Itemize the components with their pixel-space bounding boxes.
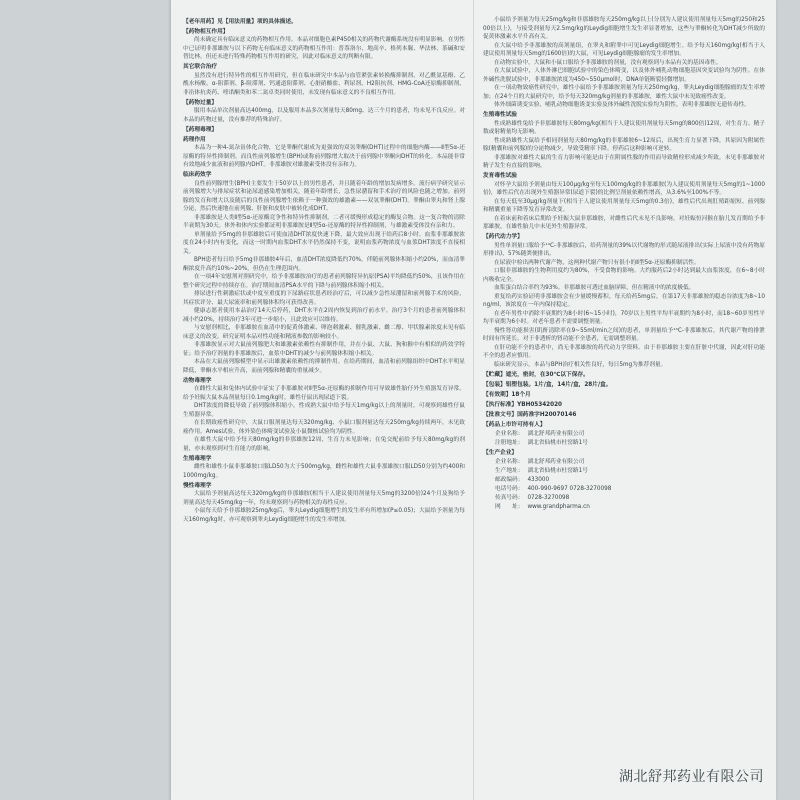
body-paragraph: 在每天低至30μg/kg剂量下(相当于人建议使用剂量每天5mg的0.3倍)，雄性后代出现肛殖距缩短、前列腺和精囊重量下降等发育异常改变。 [483, 198, 765, 213]
info-value: 0728-3270098 [527, 494, 570, 501]
section-heading: 药理作用 [183, 136, 206, 143]
body-paragraph: 小鼠每天给予非那雄胺25mg/kg后，睾丸Leydig细胞增生的发生率有所增加(P≤0.05)；大鼠给予剂量为每天160mg/kg时，亦可观察到睾丸Leydig细胞增生的发生率增加。 [183, 508, 465, 523]
section-heading: 生殖毒理学 [183, 455, 212, 462]
info-value: 湖北舒邦药业有限公司 [527, 458, 585, 465]
body-paragraph: 对怀孕大鼠给予剂量由每天100μg/kg至每天100mg/kg的非那雄胺(为人建议使用剂量每天5mg的1~1000倍)，雄性后代在出现外生殖器异常(尿道下裂)的比例呈剂量依赖性增高，从3.6%至100%不等。 [483, 181, 765, 196]
body-paragraph: 本品在大鼠前列腺模型中显示出雄激素依赖性的抑制作用。在给药期间，血清和前列腺组织中DHT水平明显降低，睾酮水平相应升高，而前列腺和精囊的重量减少。 [183, 359, 465, 374]
body-paragraph: 在一项4年安慰剂对照研究中，给予非那雄胺治疗的患者前列腺特异抗原(PSA)平均降低约50%，且该作用在整个研究过程中持续存在。治疗期间血清PSA水平的下降与前列腺体积缩小相关。 [183, 274, 465, 289]
section-heading: 【批准文号】国药准字H20070146 [483, 411, 577, 418]
body-paragraph: 尚未确定具有临床意义的药物相互作用。本品对细胞色素P450相关的药物代谢酶系统没有明显影响。在男性中已证明非那雄胺与以下药物无有临床意义的药物相互作用：普萘洛尔、地高辛、格列本脲、华法林、茶碱和安替比林。但还未进行特殊药物相互作用的研究，因此对临床意义的判断有限。 [183, 37, 465, 60]
body-paragraph: 血浆蛋白结合率约为93%。非那雄胺可透过血脑屏障，但在精液中的浓度极低。 [494, 285, 695, 291]
section-heading: 生殖毒性试验 [483, 112, 518, 118]
fold-line [473, 0, 474, 800]
section-heading: 【药品上市许可持有人】 [483, 421, 546, 428]
body-paragraph: 在大鼠试验中，人体外淋巴细胞试验中的染色体畸变，以及体外哺乳动物细胞基因突变试验均为阴性。在体外碱性洗脱试验中，非那雄胺浓度为450~550μmol时，DNA单链断裂轻微增加。 [483, 68, 765, 83]
body-paragraph: 性成熟雄性大鼠给予相同剂量每天80mg/kg的非那雄胺6~12周后，出现生育力显著下降，其原因为附属性腺(精囊和前列腺)的分泌物减少，导致受精率下降。停药后这种影响可逆转。 [483, 137, 765, 152]
body-paragraph: 在大鼠中给予非那雄胺的高剂量组，在睾丸和附睾中可见Leydig细胞增生。给予每天160mg/kg(相当于人建议使用剂量每天5mg的1600倍)的大鼠，可见Leydig细胞腺瘤的发生率增加。 [483, 42, 765, 57]
section-heading: 【包装】铝塑包装。1片/盒，14片/盒，28片/盒。 [483, 381, 612, 388]
package-insert-sheet [170, 0, 776, 800]
section-heading: 【老年用药】见【用法用量】项的具体描述。 [183, 18, 297, 25]
body-paragraph: 在一项动物致癌性研究中，雄性小鼠给予非那雄胺剂量为每天250mg/kg，睾丸Leydig细胞腺瘤的发生率增加；在24个月的大鼠研究中，给予每天320mg/kg剂量的非那雄胺，雄性大鼠中未见致癌性改变。 [483, 85, 765, 100]
body-paragraph: 服用本品单次剂量高达400mg，以及服用本品多次剂量每天80mg、达三个月的患者，均未见不良反应。对本品的药物过量，没有推荐的特殊治疗。 [183, 108, 465, 123]
info-row [495, 503, 765, 512]
section-heading: 【药理毒理】 [183, 126, 218, 133]
info-row [495, 494, 765, 503]
info-value: 400-990-9697 0728-3270098 [527, 485, 612, 492]
info-value: 湖北省仙桃市杜窑路1号 [527, 439, 588, 446]
info-label: 传真号码： [495, 494, 524, 501]
body-paragraph: 虽然没有进行特异性的相互作用研究，但在临床研究中本品与血管紧张素转换酶抑制剂、对乙酰氨基酚、乙酰水杨酸、α-阻滞剂、β-阻滞剂、钙通道阻滞剂、心脏硝酸盐、利尿剂、H2阻抗剂、HMG-CoA还原酶抑制剂、非甾体抗炎药、喹诺酮类和苯二氮卓类同时使用，未发现有临床意义的不良相互作用。 [183, 72, 465, 96]
right-column [483, 16, 765, 512]
section-heading: 发育毒性试验 [483, 173, 518, 179]
body-paragraph: 与安慰剂相比，非那雄胺在血清中的促黄体激素、卵泡刺激素、催乳激素、雌二醇、甲状腺素浓度未见有临床意义的改变。研究证明本品对性功能和精液参数的影响较小。 [183, 325, 465, 340]
section-heading: 【贮藏】遮光，密封，在30℃以下保存。 [483, 371, 589, 378]
body-paragraph: 在雄性大鼠中给予每天80mg/kg的非那雄胺12周，生育力未见影响；在兔交配前给予每天80mg/kg的剂量，亦未观察到对生育能力的影响。 [183, 437, 465, 452]
info-row [495, 458, 765, 467]
section-heading: 【药代动力学】 [483, 234, 523, 240]
company-footer: 湖北舒邦药业有限公司 [619, 769, 764, 785]
body-paragraph: 雌性和雄性小鼠非那雄胺口服LD50为大于500mg/kg，雌性和雄性大鼠非那雄胺口服LD50分别为约400和1000mg/kg。 [183, 464, 465, 479]
info-value: 433000 [527, 476, 550, 483]
info-label: 电话号码： [495, 485, 524, 492]
body-paragraph: 健康志愿者使用本品治疗14天后停药，DHT水平在2周内恢复到治疗前水平。治疗3个月的患者前列腺体积减小约20%，持续治疗3年可进一步缩小，且此效应可以维持。 [183, 308, 465, 323]
section-heading: 【生产企业】 [483, 449, 518, 456]
section-heading: 【药物过量】 [183, 99, 218, 106]
section-heading: 【执行标准】YBH05342020 [483, 401, 562, 408]
left-column [183, 16, 465, 524]
info-label: 邮政编码： [495, 476, 524, 483]
body-paragraph: 在尿液中检出两种代谢产物，这两种代谢产物只有很小的Ⅱ型5α-还原酶抑制活性。 [494, 259, 700, 266]
body-paragraph: 临床研究显示，本品与BPH治疗相关性良好，每日5mg为推荐剂量。 [494, 361, 667, 368]
section-heading: 慢性毒理学 [183, 482, 212, 489]
body-paragraph: 大鼠给予剂量高达每天320mg/kg的非那雄胺(相当于人建议使用剂量每天5mg的3200倍)24个月及狗给予剂量高达每天45mg/kg一年，均未观察到与药物相关的毒性反应。 [183, 491, 465, 506]
body-paragraph: 非那雄胺是人类Ⅱ型5α-还原酶竞争性和特异性抑制剂，二者可缓慢形成稳定的酶复合物。这一复合物的清除半衰期为30天。体外和体内实验都证明非那雄胺是Ⅱ型5α-还原酶的特异性抑制剂，与雄激素受体没有亲和力。 [183, 214, 465, 229]
body-paragraph: 小鼠给予剂量为每天25mg/kg和非那雄胺每天250mg/kg以上(分别为人建议使用剂量每天5mg的250和2500倍以上)，与接受剂量每天2.5mg/kg的Leydig细胞增生发生率显著增加，这些与睾酮转化为DHT减少所致的促黄体激素水平升高有关。 [483, 17, 765, 40]
info-row [495, 467, 765, 476]
body-paragraph: 排尿进行性刺激症状或中度至重度的下尿路症状患者经治疗后，可以减少急性尿潴留和前列腺手术的风险，其症状评分、最大尿流率和前列腺体积均可获得改善。 [183, 291, 465, 306]
info-label: 企业名称： [495, 430, 524, 437]
body-paragraph: 在肝功能不全的患者中，尚无非那雄胺的药代动力学资料。由于非那雄胺主要在肝脏中代谢，因此对肝功能不全的患者应慎用。 [483, 344, 765, 359]
section-heading: 动物毒理学 [183, 377, 212, 384]
body-paragraph: 在长期致癌性研究中，大鼠口服剂量达每天320mg/kg、小鼠口服剂量达每天250mg/kg持续两年，未见致癌作用。Ames试验、体外染色体畸变试验及小鼠微核试验均为阴性。 [183, 420, 465, 435]
info-label: 网 址： [495, 503, 524, 510]
body-paragraph: 在老年男性中消除半衰期约为8小时(6~15小时)，70岁以上男性平均半衰期约为8小时，而18~60岁男性平均半衰期为6小时。对老年患者不需要调整剂量。 [483, 310, 765, 325]
section-heading: 【药物相互作用】 [183, 28, 229, 35]
body-paragraph: 性成熟雄性兔给予非那雄胺每天80mg/kg(相当于人建议使用剂量每天5mg的800倍)12周，对生育力、精子数或射精量均无影响。 [483, 120, 765, 135]
body-paragraph: 慢性肾功能损害(肌酐清除率在9~55ml/min之间)的患者，单剂量给予¹⁴C-非那雄胺后，其代谢产物的排泄时间有所延长。对于非透析的肾功能不全患者，无需调整剂量。 [483, 327, 765, 342]
section-heading: 【有效期】18个月 [483, 391, 531, 398]
info-label: 注册地址： [495, 439, 524, 446]
body-paragraph: 本品为一种4-氮杂甾体化合物，它是睾酮代谢成为更强效的双氢睾酮(DHT)过程中的细胞内酶——Ⅱ型5α-还原酶的特异性抑制剂。而良性前列腺增生(BPH)或称前列腺增大取决于前列腺中睾酮向DHT的转化。本品能非常有效地减少血液和前列腺内DHT。非那雄胺对雄激素受体没有亲和力。 [183, 145, 465, 168]
section-heading: 其它联合治疗 [183, 64, 218, 70]
body-paragraph: 口服非那雄胺的生物利用度约为80%，不受食物的影响。大约服药后2小时达到最大血浆浓度，在6~8小时内吸收完全。 [483, 268, 765, 283]
info-row [495, 476, 765, 485]
body-paragraph: BPH患者每日给予5mg非那雄胺4年后，血清DHT浓度降低约70%，伴随前列腺体积缩小约20%，而血清睾酮浓度升高约10%~20%，但仍在生理范围内。 [183, 257, 465, 272]
body-paragraph: 非那雄胺显示对大鼠前列腺肥大和雄激素依赖性有抑制作用，并在小鼠、大鼠、狗和猴中有相似的药效学特征；给予治疗剂量的非那雄胺后，血浆中DHT的减少与前列腺体积缩小相关。 [183, 342, 465, 357]
info-row [495, 485, 765, 494]
body-paragraph: DHT浓度的降低导致了前列腺体积缩小，性成熟大鼠中给予每天1mg/kg以上的剂量时，可观察到雄性仔鼠生殖器异常。 [183, 403, 465, 418]
body-paragraph: 良性前列腺增生(BPH)主要发生于50岁以上的男性患者，并且随着年龄的增加发病增多。流行病学研究显示前列腺增大与排尿症状和泌尿道感染增加相关，随着年龄增长，急性尿潴留和手术治疗的风险也随之增加。前列腺的发育和增大以及随后的良性前列腺增生依赖于一种强效的雄激素——双氢睾酮(DHT)。睾酮由睾丸和肾上腺分泌，然后快速地在前列腺、肝脏和皮肤中被转化成DHT。 [183, 180, 465, 212]
info-label: 企业名称： [495, 458, 524, 465]
info-value: www.grandpharma.cn [527, 503, 590, 510]
body-paragraph: 男性单剂量口服给予¹⁴C-非那雄胺后，给药剂量的39%以代谢物的形式随尿液排出(实际上尿液中没有药物原形排出)，57%随粪便排出。 [483, 242, 765, 257]
body-paragraph: 体外细菌诱变实验、哺乳动物细胞诱变实验及体外碱性洗脱实验均为阴性，表明非那雄胺无遗传毒性。 [494, 102, 750, 108]
body-paragraph: 非那雄胺对雄性大鼠的生育力影响可能是由于在附属性腺的作用而导致精栓形成减少所致。未见非那雄胺对精子发生有直接的影响。 [483, 154, 765, 169]
info-row [495, 430, 765, 439]
body-paragraph: 单剂量给予5mg的非那雄胺后可使血清DHT浓度快速下降，最大效应出现于给药后8小时。血浆非那雄胺浓度在24小时内有变化，而这一时期内血浆DHT水平仍然保持不变，说明血浆药物浓度与血浆DHT浓度不直接相关。 [183, 231, 465, 255]
info-label: 生产地址： [495, 467, 524, 474]
info-value: 湖北舒邦药业有限公司 [527, 430, 585, 437]
body-paragraph: 在着床前和着床后期给予妊娠大鼠非那雄胺，对雌性后代未见不良影响。对妊娠恒河猴在胎儿发育期给予非那雄胺，在雄性胎儿中未见外生殖器异常。 [483, 215, 765, 230]
section-heading: 临床药效学 [183, 172, 212, 178]
info-value: 湖北省仙桃市杜窑路1号 [527, 467, 588, 474]
body-paragraph: 在雌性大鼠和兔体内试验中证实了非那雄胺对Ⅱ型5α-还原酶的抑制作用可导致雄性胎仔外生殖器发育异常。给予妊娠大鼠本品剂量每日0.1mg/kg时，雄性仔鼠出现尿道下裂。 [183, 386, 465, 401]
info-row [495, 439, 765, 448]
body-paragraph: 在动物实验中，大鼠和小鼠口服给予非那雄胺的剂量，没有观察到与本品有关的基因毒性。 [494, 59, 722, 66]
body-paragraph: 重复给药实验证明非那雄胺会有少量缓慢蓄积。每天给药5mg后，在第17天非那雄胺的稳态谷浓度为8~10ng/ml，该浓度在一年内保持稳定。 [483, 293, 765, 308]
